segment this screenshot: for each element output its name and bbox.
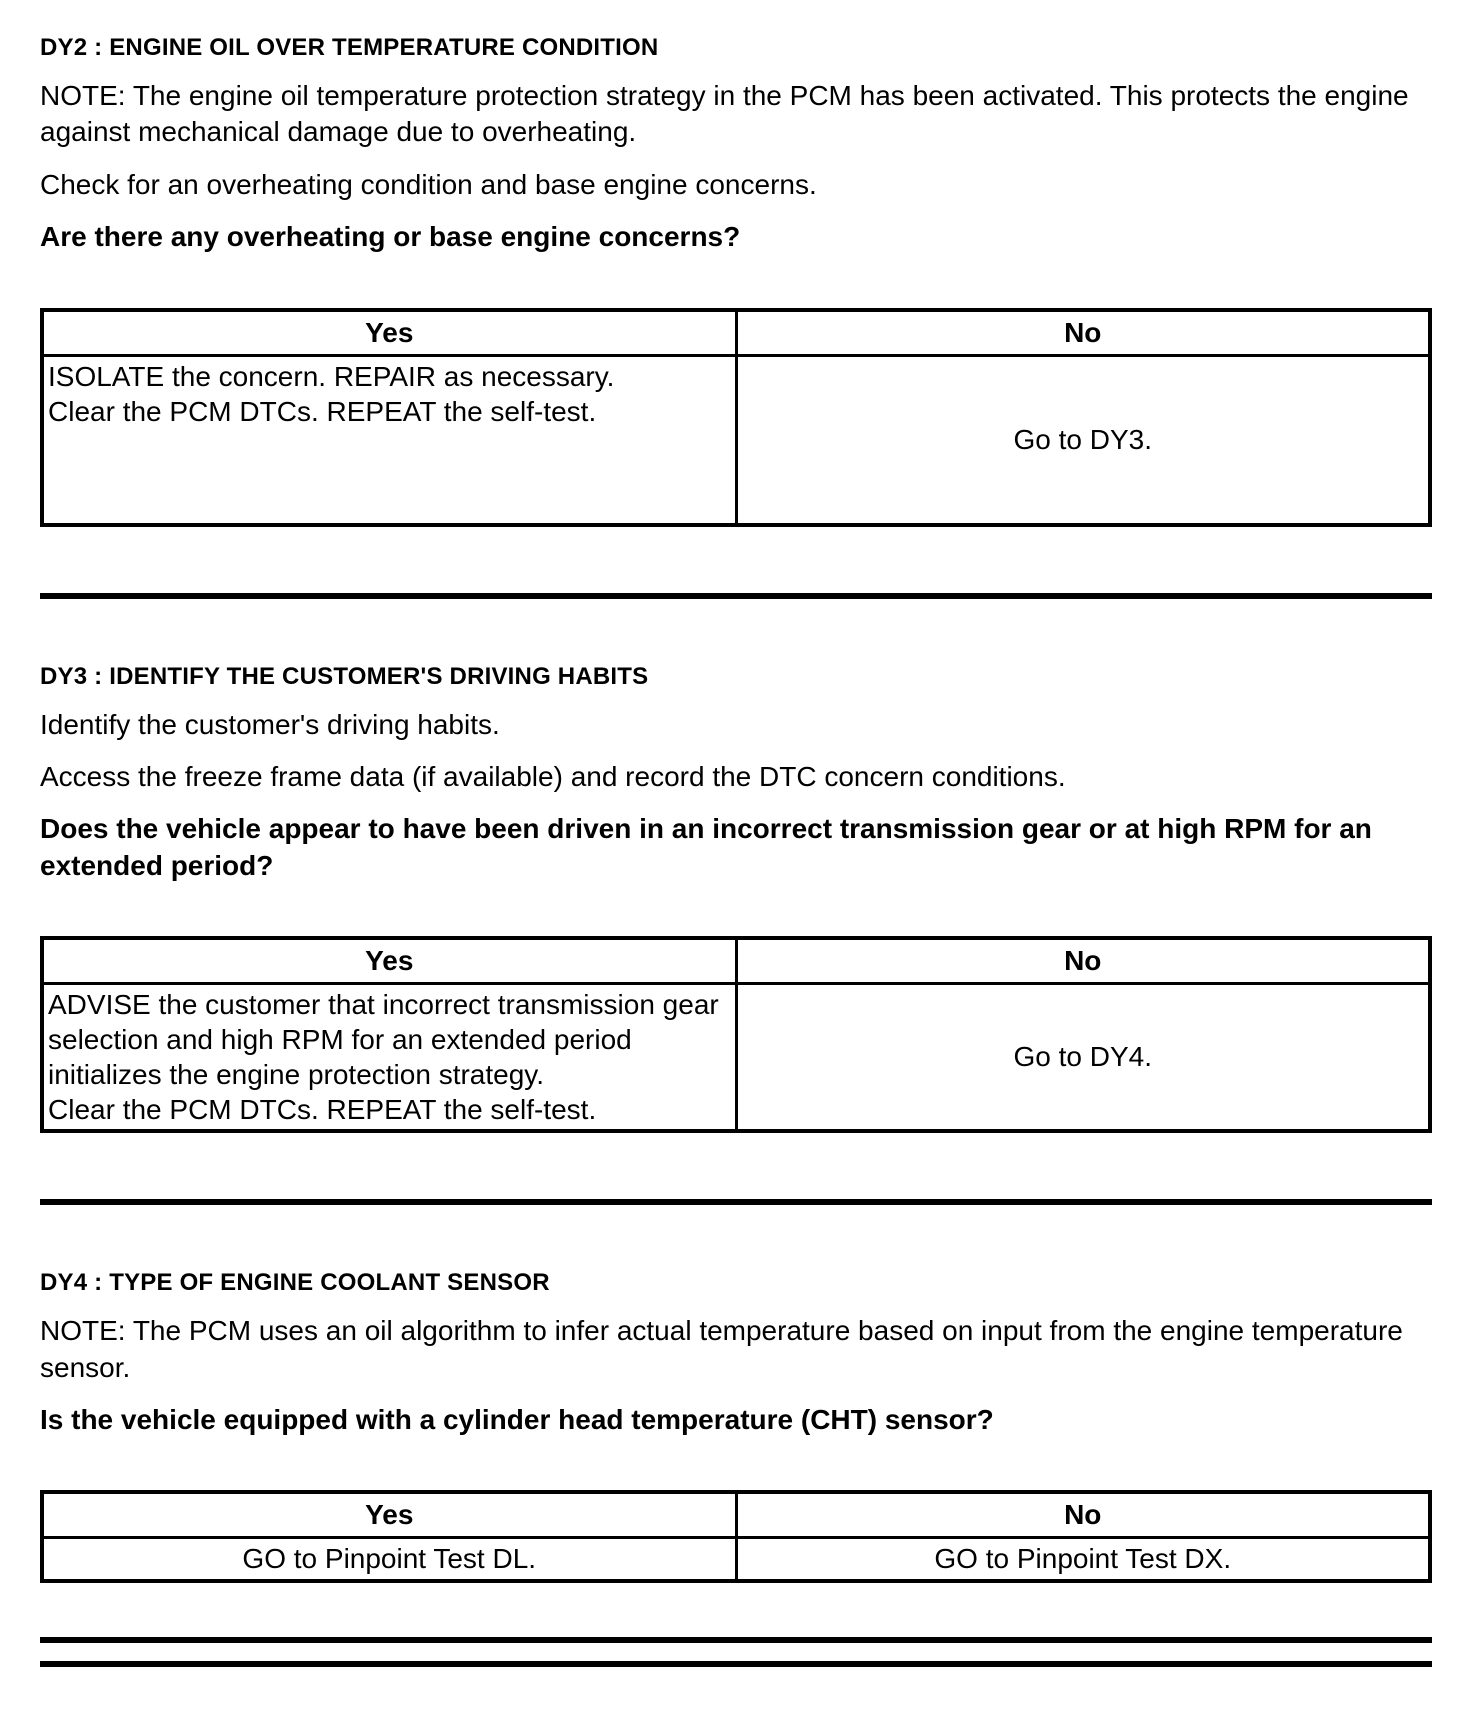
section-heading-dy3: DY3 : IDENTIFY THE CUSTOMER'S DRIVING HABITS (40, 662, 649, 690)
table-header-yes: Yes (42, 310, 736, 356)
yes-action-line: ISOLATE the concern. REPAIR as necessary. (48, 360, 615, 392)
table-header-no: No (736, 938, 1430, 984)
page-end-divider (40, 1661, 1432, 1667)
yes-action-line: Clear the PCM DTCs. REPEAT the self-test. (48, 1094, 597, 1126)
table-header-row (42, 1492, 1430, 1538)
yes-action-line: ADVISE the customer that incorrect transmission gear selection and high RPM for an extended period initializes the engine protection strategy. (48, 989, 719, 1091)
section-dy2 (40, 34, 1432, 527)
yes-action-cell-dy3 (42, 984, 736, 1132)
section-heading-dy2: DY2 : ENGINE OIL OVER TEMPERATURE CONDITION (40, 34, 659, 61)
instruction-paragraph-dy2: Check for an overheating condition and base engine concerns. (40, 168, 817, 200)
yes-result-cell-dy4: GO to Pinpoint Test DL. (42, 1538, 736, 1582)
section-divider (40, 1199, 1432, 1205)
table-body-row (42, 984, 1430, 1132)
table-header-no: No (736, 1492, 1430, 1538)
instruction-paragraph-dy3-1: Identify the customer's driving habits. (40, 708, 500, 740)
decision-table-dy4 (40, 1490, 1432, 1583)
table-body-row (42, 355, 1430, 525)
no-result-cell-dy2: Go to DY3. (736, 355, 1430, 525)
yes-action-line: Clear the PCM DTCs. REPEAT the self-test. (48, 395, 597, 427)
table-header-no: No (736, 310, 1430, 356)
question-paragraph-dy4: Is the vehicle equipped with a cylinder head temperature (CHT) sensor? (40, 1403, 994, 1435)
decision-table-dy3 (40, 936, 1432, 1133)
question-paragraph-dy3: Does the vehicle appear to have been driven in an incorrect transmission gear or at high RPM for an extended period? (40, 813, 1372, 881)
table-header-row (42, 938, 1430, 984)
table-header-yes: Yes (42, 938, 736, 984)
section-dy3 (40, 663, 1432, 1134)
section-divider (40, 593, 1432, 599)
decision-table-dy2 (40, 308, 1432, 527)
table-header-row (42, 310, 1430, 356)
section-dy4 (40, 1269, 1432, 1583)
question-paragraph-dy2: Are there any overheating or base engine concerns? (40, 221, 741, 253)
table-header-yes: Yes (42, 1492, 736, 1538)
yes-action-cell-dy2 (42, 355, 736, 525)
no-result-cell-dy4: GO to Pinpoint Test DX. (736, 1538, 1430, 1582)
section-heading-dy4: DY4 : TYPE OF ENGINE COOLANT SENSOR (40, 1269, 550, 1297)
note-paragraph-dy2: NOTE: The engine oil temperature protection strategy in the PCM has been activated. This protects the engine against mechanical damage due to overheating. (40, 80, 1409, 148)
section-divider (40, 1637, 1432, 1643)
note-paragraph-dy4: NOTE: The PCM uses an oil algorithm to infer actual temperature based on input from the engine temperature sensor. (40, 1315, 1403, 1383)
table-body-row (42, 1538, 1430, 1582)
no-result-cell-dy3: Go to DY4. (736, 984, 1430, 1132)
instruction-paragraph-dy3-2: Access the freeze frame data (if available) and record the DTC concern conditions. (40, 760, 1066, 792)
